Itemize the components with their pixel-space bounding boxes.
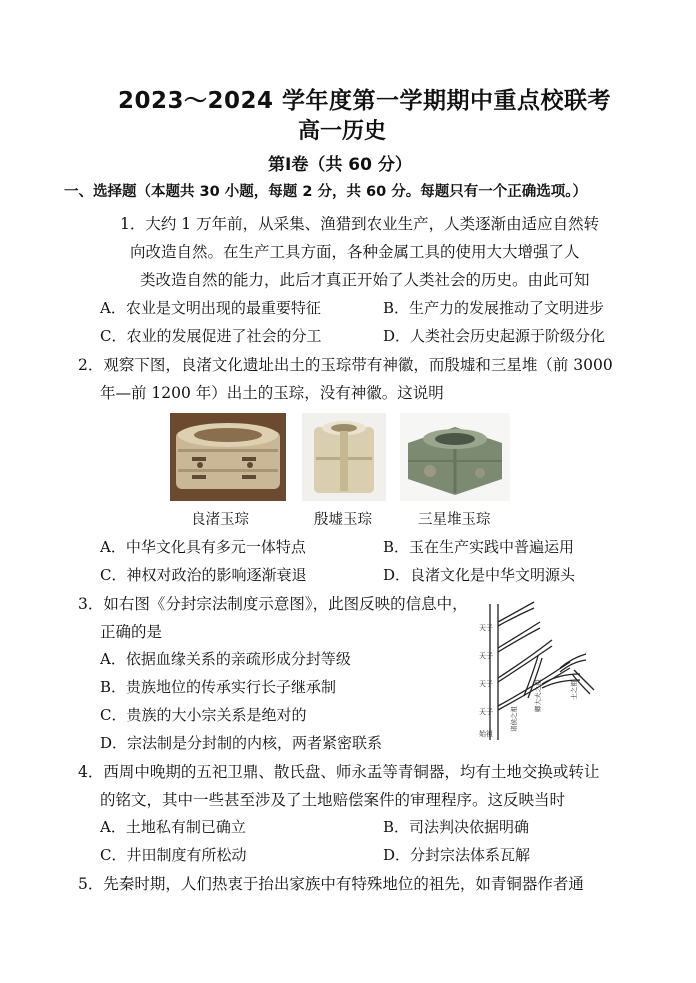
exam-subject: 高一历史 [298, 119, 387, 144]
q2-line-2: 年—前 1200 年）出土的玉琮，没有神徽。这说明 [100, 384, 444, 402]
tree-label-tianzi-3: 天子 [479, 680, 493, 688]
yinxu-jade-cong-image [302, 413, 386, 501]
q3-line-1: 3．如右图《分封宗法制度示意图》，此图反映的信息中， [78, 595, 468, 613]
q3-option-c: C．贵族的大小宗关系是绝对的 [100, 706, 307, 724]
q2-option-c: C．神权对政治的影响逐渐衰退 [100, 566, 307, 584]
q2-option-a: A．中华文化具有多元一体特点 [100, 538, 306, 556]
tree-label-shizu: 始祖 [479, 730, 493, 738]
tree-label-tianzi-2: 天子 [479, 652, 493, 660]
caption-liangzhu: 良渚玉琮 [191, 512, 249, 528]
exam-title: 2023～2024 学年度第一学期期中重点校联考 [118, 88, 612, 114]
tree-label-qingdafu: 卿大夫之祖 [534, 679, 542, 712]
q1-option-c: C．农业的发展促进了社会的分工 [100, 327, 322, 345]
q4-line-1: 4．西周中晚期的五祀卫鼎、散氏盘、师永盂等青铜器，均有土地交换或转让 [78, 763, 600, 781]
q3-line-2: 正确的是 [100, 623, 163, 641]
section-heading: 一、选择题（本题共 30 小题，每题 2 分，共 60 分。每题只有一个正确选项。） [64, 184, 587, 200]
volume-heading: 第Ⅰ卷（共 60 分） [268, 155, 412, 175]
tree-label-zhuhou: 诸侯之祖 [510, 706, 518, 732]
q1-line-3: 类改造自然的能力，此后才真正开始了人类社会的历史。由此可知 [140, 271, 590, 289]
q3-option-a: A．依据血缘关系的亲疏形成分封等级 [100, 650, 351, 668]
q3-option-b: B．贵族地位的传承实行长子继承制 [100, 678, 337, 696]
q4-option-c: C．井田制度有所松动 [100, 846, 247, 864]
caption-yinxu: 殷墟玉琮 [314, 512, 372, 528]
q4-option-a: A．土地私有制已确立 [100, 818, 246, 836]
q4-line-2: 的铭文，其中一些甚至涉及了土地赔偿案件的审理程序。这反映当时 [100, 791, 566, 809]
q2-line-1: 2．观察下图，良渚文化遗址出土的玉琮带有神徽，而殷墟和三星堆（前 3000 [78, 356, 613, 374]
q1-line-2: 向改造自然。在生产工具方面，各种金属工具的使用大大增强了人 [130, 243, 580, 261]
q1-option-a: A．农业是文明出现的最重要特征 [100, 299, 321, 317]
q1-line-1: 1．大约 1 万年前，从采集、渔猎到农业生产，人类逐渐由适应自然转 [120, 215, 600, 233]
q4-option-b: B．司法判决依据明确 [383, 818, 530, 836]
liangzhu-jade-cong-image [170, 413, 286, 501]
q1-option-d: D．人类社会历史起源于阶级分化 [383, 327, 606, 345]
q3-option-d: D．宗法制是分封制的内核，两者紧密联系 [100, 734, 383, 752]
caption-sanxingdui: 三星堆玉琮 [418, 512, 491, 528]
fenfeng-zongfa-tree-diagram [476, 600, 600, 742]
q1-option-b: B．生产力的发展推动了文明进步 [383, 299, 605, 317]
q4-option-d: D．分封宗法体系瓦解 [383, 846, 531, 864]
q5-line-1: 5．先秦时期，人们热衷于抬出家族中有特殊地位的祖先，如青铜器作者通 [78, 875, 584, 893]
sanxingdui-jade-cong-image [400, 413, 510, 501]
tree-label-tianzi-1: 天子 [479, 624, 493, 632]
tree-label-tianzi-4: 天子 [479, 708, 493, 716]
q2-option-d: D．良渚文化是中华文明源头 [383, 566, 576, 584]
tree-label-shi: 士之祖 [570, 680, 578, 700]
q2-option-b: B．玉在生产实践中普遍运用 [383, 538, 575, 556]
